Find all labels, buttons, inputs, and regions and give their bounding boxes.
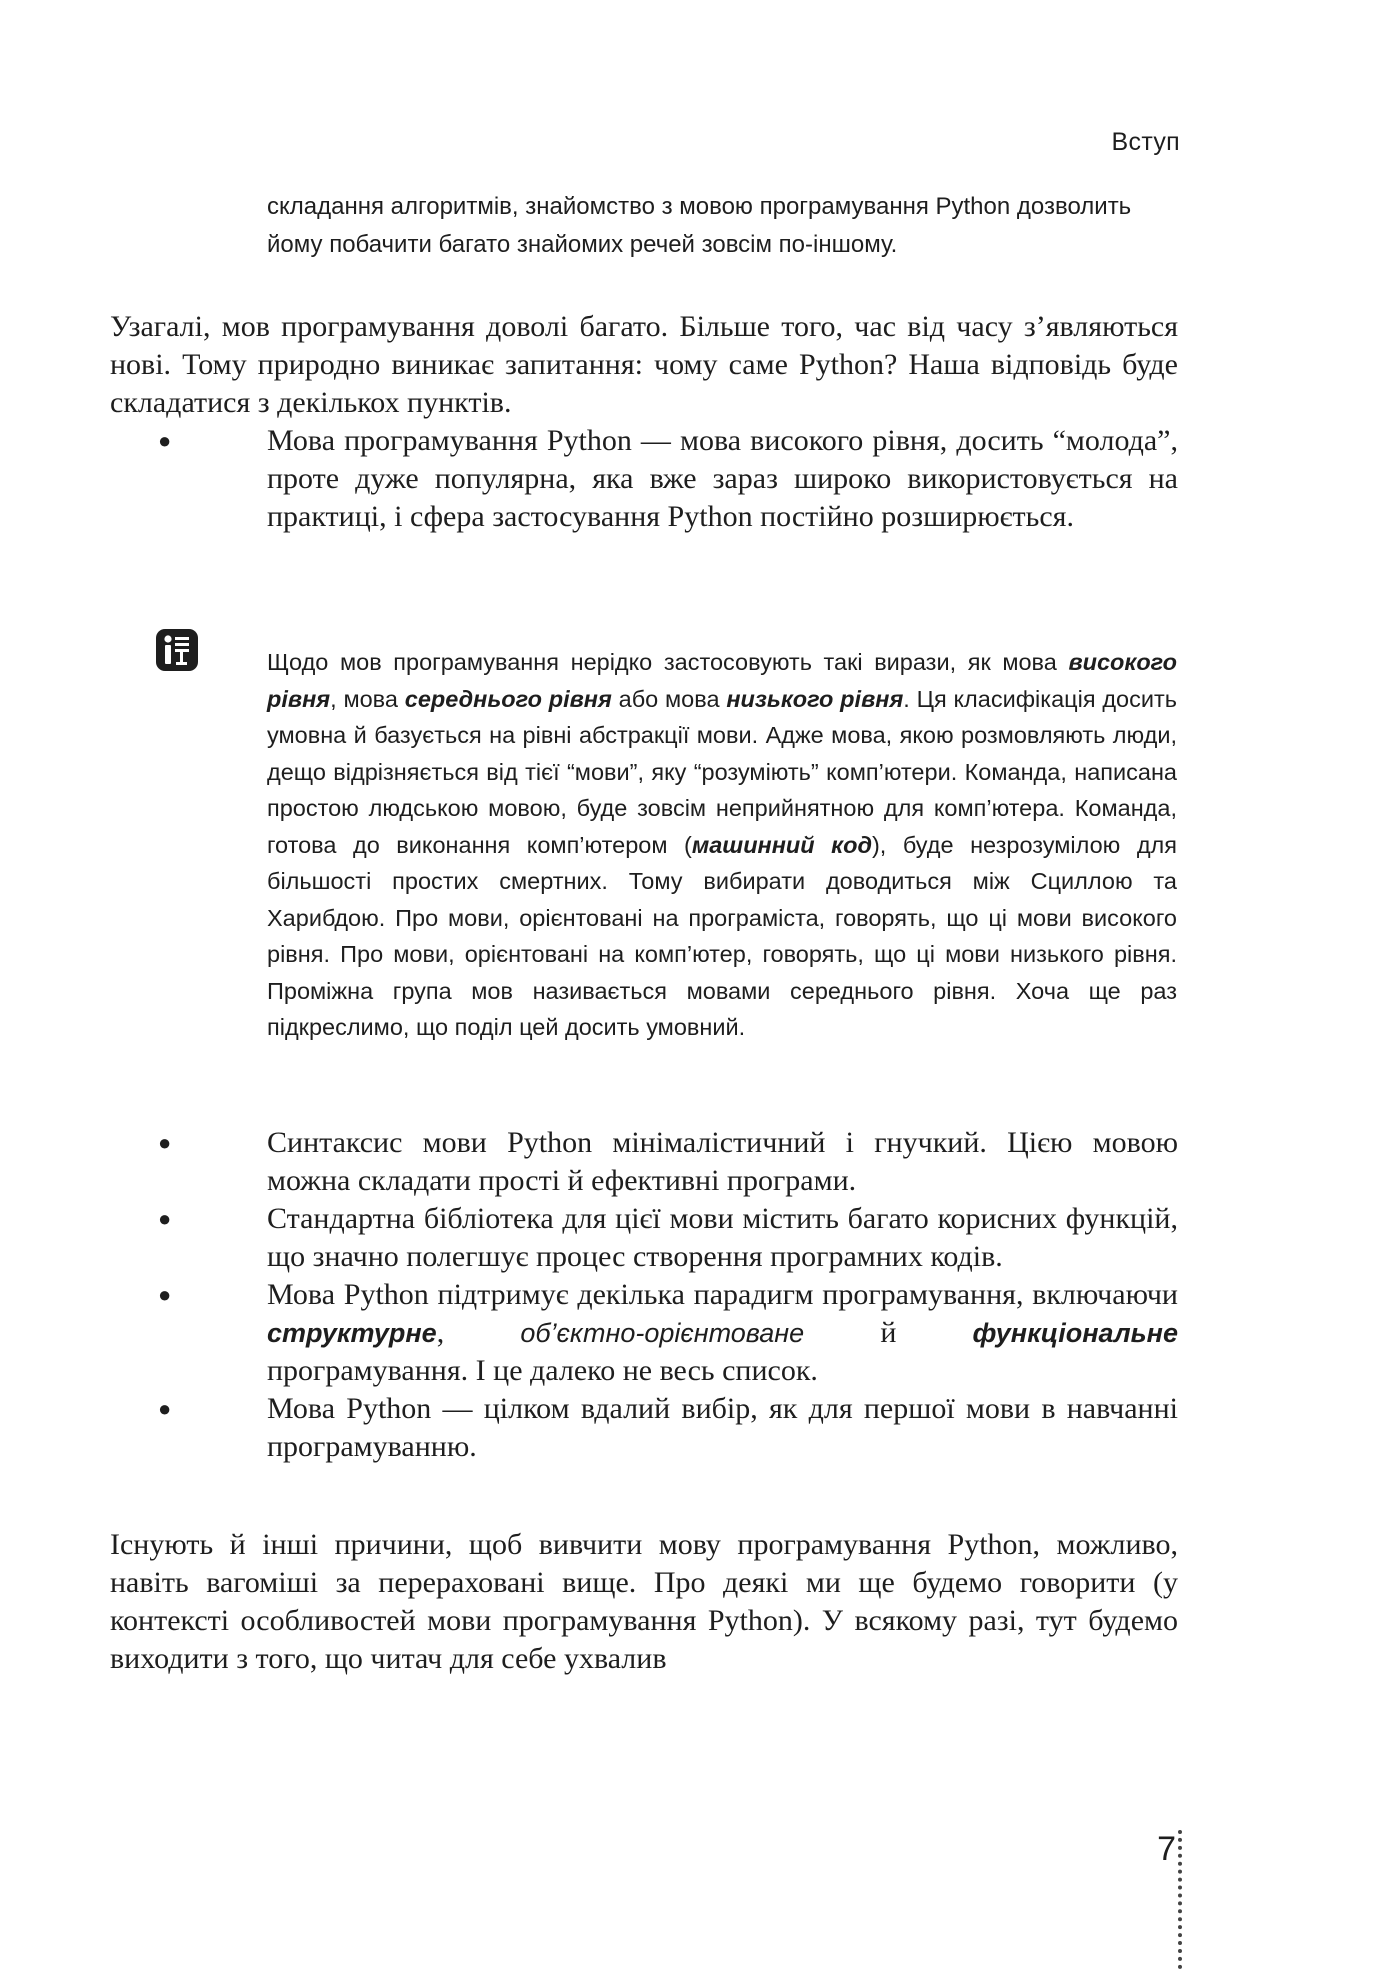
bullet-list-2 [110, 1124, 1178, 1466]
note-text: , мова [330, 685, 405, 712]
bullet-dot: ● [158, 1396, 172, 1421]
term-mid-level: середнього рівня [404, 685, 612, 712]
list-item-text: Мова програмування Python — мова високого рівня, досить “молода”, проте дуже популярна, яка вже зараз широко використовується на практиці, і сфера застосування Python постійно розширюється. [267, 424, 1178, 533]
list-item [110, 1124, 1178, 1200]
paragraph-reasons: Існують й інші причини, щоб вивчити мову програмування Python, можливо, навіть вагоміші за перераховані вище. Про деякі ми ще будемо говорити (у контексті особливостей мови програмування Python). У всякому разі, тут будемо виходити з того, що читач для себе ухвалив [110, 1528, 1178, 1675]
term-machine-code: машинний код [691, 831, 872, 858]
term-structured: структурне [267, 1318, 437, 1348]
list-item [110, 1276, 1178, 1390]
term-object-oriented: об’єктно-орієнтоване [520, 1318, 805, 1348]
note-text: . Ця класифікація досить умовна й базується на рівні абстракції мови. Адже мова, якою розмовляють люди, дещо відрізняється від тієї “мови”, яку “розуміють” комп’ютери. Команда, написана простою людською мовою, буде зовсім неприйнятною для комп’ютера. Команда, готова до виконання комп’ютером ( [267, 685, 1177, 858]
note-text: ), буде незрозумілою для більшості простих смертних. Тому вибирати доводиться між Сциллою та Харибдою. Про мови, орієнтовані на програміста, говорять, що ці мови високого рівня. Про мови, орієнтовані на комп’ютер, говорять, що ці мови низького рівня. Проміжна група мов називається мовами середнього рівня. Хоча ще раз підкреслимо, що поділ цей досить умовний. [267, 831, 1177, 1040]
bullet-dot: ● [158, 1130, 172, 1155]
list-item-text: Мова Python підтримує декілька парадигм програмування, включаючи структурне, об’єктно-орієнтоване й функціональне програмування. І це далеко не весь список. [267, 1278, 1178, 1387]
bullet-list-1 [110, 422, 1178, 536]
running-header: Вступ [1111, 128, 1180, 156]
term-functional: функціональне [972, 1318, 1178, 1348]
list-item-text: Синтаксис мови Python мінімалістичний і гнучкий. Цією мовою можна складати прості й ефективні програми. [267, 1126, 1178, 1197]
bullet-dot: ● [158, 428, 172, 453]
page-margin-dotted-rule [1178, 1830, 1182, 1969]
note-text: або мова [611, 685, 727, 712]
list-item-text: Мова Python — цілком вдалий вибір, як для першої мови в навчанні програмуванню. [267, 1392, 1178, 1463]
intro-text: складання алгоритмів, знайомство з мовою програмування Python дозволить йому побачити багато знайомих речей зовсім по-іншому. [267, 193, 1132, 258]
note-text: Щодо мов програмування нерідко застосовують такі вирази, як мова [267, 649, 1069, 675]
list-item [110, 1390, 1178, 1466]
list-item-text: Стандартна бібліотека для цієї мови містить багато корисних функцій, що значно полегшує процес створення програмних кодів. [267, 1202, 1178, 1273]
list-item [110, 422, 1178, 536]
bullet-dot: ● [158, 1282, 172, 1307]
term-high-level: високого рівня [267, 649, 1177, 712]
info-note [267, 644, 1177, 1046]
list-item [110, 1200, 1178, 1276]
page-number: 7 [1157, 1830, 1176, 1868]
bullet-dot: ● [158, 1206, 172, 1231]
term-low-level: низького рівня [726, 685, 904, 712]
paragraph-languages: Узагалі, мов програмування доволі багато. Більше того, час від часу з’являються нові. Тому природно виникає запитання: чому саме Python? Наша відповідь буде складатися з декількох пунктів. [110, 310, 1178, 419]
info-note-icon [155, 628, 199, 672]
